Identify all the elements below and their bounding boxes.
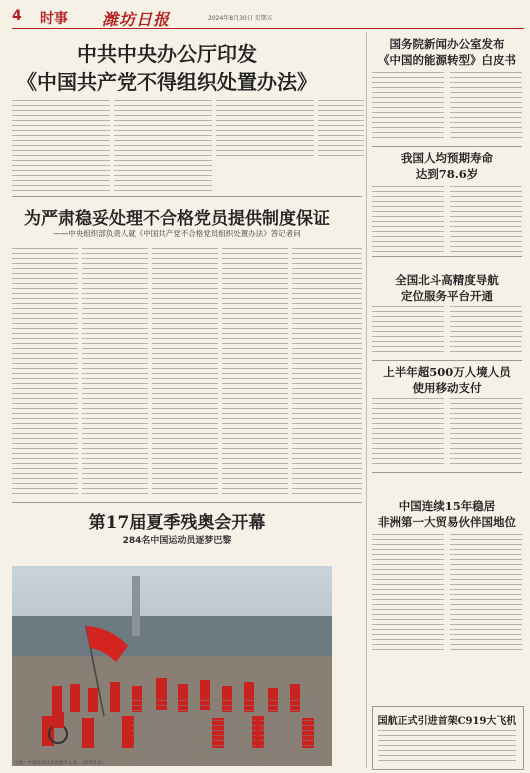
article2-text-col4 xyxy=(222,248,288,498)
article1-text-col1 xyxy=(12,100,110,192)
article3-headline: 第17届夏季残奥会开幕 xyxy=(88,513,266,533)
article-divider xyxy=(12,196,362,197)
article-divider xyxy=(372,256,522,257)
article1-text-col4 xyxy=(318,100,364,160)
article2-text-col2 xyxy=(82,248,148,498)
right-article1-headline-line2: 《中国的能源转型》白皮书 xyxy=(378,53,516,67)
right-article4-headline-line2: 使用移动支付 xyxy=(412,381,482,395)
article-divider xyxy=(372,360,522,361)
article-divider xyxy=(372,472,522,473)
article1-headline-line1: 中共中央办公厅印发 xyxy=(77,42,257,66)
right-article4-text-col2 xyxy=(450,398,522,468)
right-article3-text-col2 xyxy=(450,306,522,356)
article-divider xyxy=(12,502,362,503)
article2-text-col1 xyxy=(12,248,78,498)
right-article2-text-col1 xyxy=(372,186,444,252)
page-header xyxy=(12,6,524,29)
article2-text-col5 xyxy=(292,248,362,498)
article2-subheadline: ——中央组织部负责人就《中国共产党不合格党员组织处置办法》答记者问 xyxy=(53,229,301,238)
article1-text-col2 xyxy=(114,100,212,192)
article3-text-col1 xyxy=(132,700,192,766)
column-divider xyxy=(366,32,367,768)
article2-headline: 为严肃稳妥处理不合格党员提供制度保证 xyxy=(24,209,330,229)
right-article5-text-col1 xyxy=(372,534,444,654)
right-article1-text-col1 xyxy=(372,72,444,142)
right-article4-headline-line1: 上半年超500万人境人员 xyxy=(383,365,511,379)
right-article1-text-col2 xyxy=(450,72,522,142)
right-article3-headline-line2: 定位服务平台开通 xyxy=(401,289,493,303)
right-article3-headline-line1: 全国北斗高精度导航 xyxy=(395,273,499,287)
right-article5-headline-line1: 中国连续15年稳居 xyxy=(398,499,496,513)
issue-date: 2024年8月30日 星期五 xyxy=(208,15,273,22)
paper-logo: 潍坊日报 xyxy=(102,10,171,29)
article1-text-col3 xyxy=(216,100,314,160)
article3-text-col3 xyxy=(260,700,320,766)
article3-subheadline: 284名中国运动员逐梦巴黎 xyxy=(122,536,232,546)
right-article3-text-col1 xyxy=(372,306,444,356)
page-number: 4 xyxy=(12,8,22,24)
right-article1-headline-line1: 国务院新闻办公室发布 xyxy=(389,37,505,51)
right-article4-text-col1 xyxy=(372,398,444,468)
article-divider xyxy=(372,146,522,147)
right-article2-headline-line1: 我国人均预期寿命 xyxy=(401,151,493,165)
bottom-box-headline: 国航正式引进首架C919大飞机 xyxy=(377,716,517,727)
bottom-box-text xyxy=(378,730,516,762)
article1-headline-line2: 《中国共产党不得组织处置办法》 xyxy=(17,70,317,94)
section-name: 时事 xyxy=(40,11,68,27)
article3-text-col2 xyxy=(196,700,256,766)
right-article2-headline-line2: 达到78.6岁 xyxy=(415,167,479,181)
right-article5-headline-line2: 非洲第一大贸易伙伴国地位 xyxy=(378,515,516,529)
article2-text-col3 xyxy=(152,248,218,498)
right-article2-text-col2 xyxy=(450,186,522,252)
right-article5-text-col2 xyxy=(450,534,522,654)
photo-caption: 上图：中国体育代表团旗手入场。（新华社发） xyxy=(14,761,107,766)
